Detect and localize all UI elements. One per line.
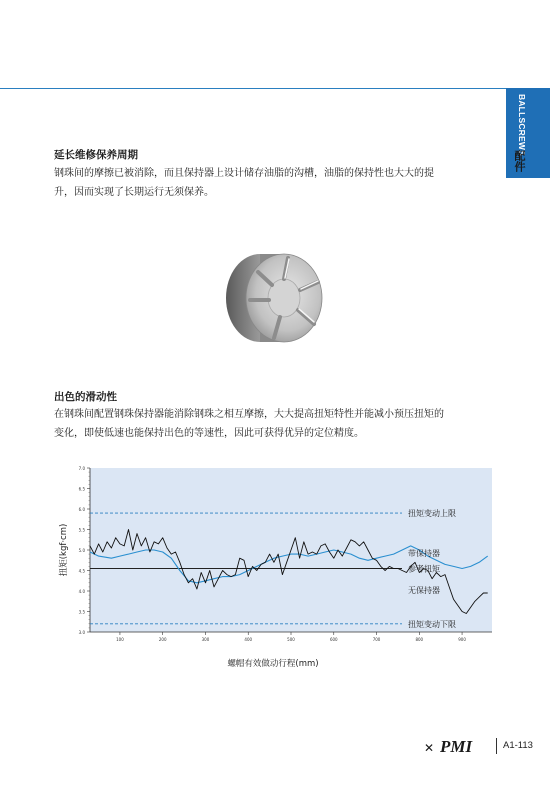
y-axis-label: 扭矩(kgf·cm) [59, 523, 69, 577]
x-tick-label: 300 [201, 637, 210, 642]
side-tab-label-cn: 配件 [513, 150, 526, 172]
section-heading-sliding: 出色的滑动性 [54, 391, 117, 403]
pmi-logo-icon: ✕ [424, 741, 435, 755]
x-tick-label: 700 [372, 637, 381, 642]
legend-without-retainer: 无保持器 [408, 586, 440, 596]
y-tick-label: 6.0 [78, 507, 85, 512]
footer-divider [496, 738, 497, 754]
legend-lower-limit: 扭矩变动下限 [408, 619, 456, 629]
x-tick-label: 900 [458, 637, 466, 642]
paragraph-line: 变化，即使低速也能保持出色的等速性，因此可获得优异的定位精度。 [54, 428, 364, 439]
legend-reference-torque: 参考扭矩 [408, 564, 440, 574]
y-tick-label: 3.5 [78, 609, 85, 615]
side-tab-label-en: BALLSCREWS [517, 94, 527, 156]
paragraph-line: 在钢珠间配置钢珠保持器能消除钢珠之相互摩擦，大大提高扭矩特性并能减小预压扭矩的 [54, 409, 444, 420]
y-tick-label: 5.0 [78, 548, 85, 553]
paragraph-line: 钢珠间的摩擦已被消除，而且保持器上设计储存油脂的沟槽，油脂的保持性也大大的提 [54, 168, 434, 179]
x-tick-label: 400 [244, 637, 253, 642]
x-tick-label: 500 [287, 637, 295, 642]
y-tick-label: 6.5 [78, 486, 85, 492]
pmi-logo: PMI [440, 737, 473, 756]
section-heading-maintenance: 延长维修保养周期 [54, 149, 138, 161]
x-tick-label: 100 [116, 637, 124, 642]
y-tick-label: 4.5 [78, 568, 85, 574]
x-tick-label: 800 [415, 637, 424, 642]
y-tick-label: 7.0 [78, 466, 85, 471]
x-tick-label: 600 [329, 637, 338, 642]
paragraph-line: 升，因而实现了长期运行无须保养。 [54, 187, 214, 198]
y-tick-label: 4.0 [78, 589, 85, 594]
y-tick-label: 3.0 [78, 630, 85, 635]
x-tick-label: 200 [158, 637, 167, 642]
legend-with-retainer: 带保持器 [408, 549, 440, 559]
legend-upper-limit: 扭矩变动上限 [408, 509, 456, 519]
y-tick-label: 5.5 [78, 527, 85, 533]
page-number: A1-113 [503, 740, 533, 751]
x-axis-label: 螺帽有效做动行程(mm) [227, 659, 319, 669]
